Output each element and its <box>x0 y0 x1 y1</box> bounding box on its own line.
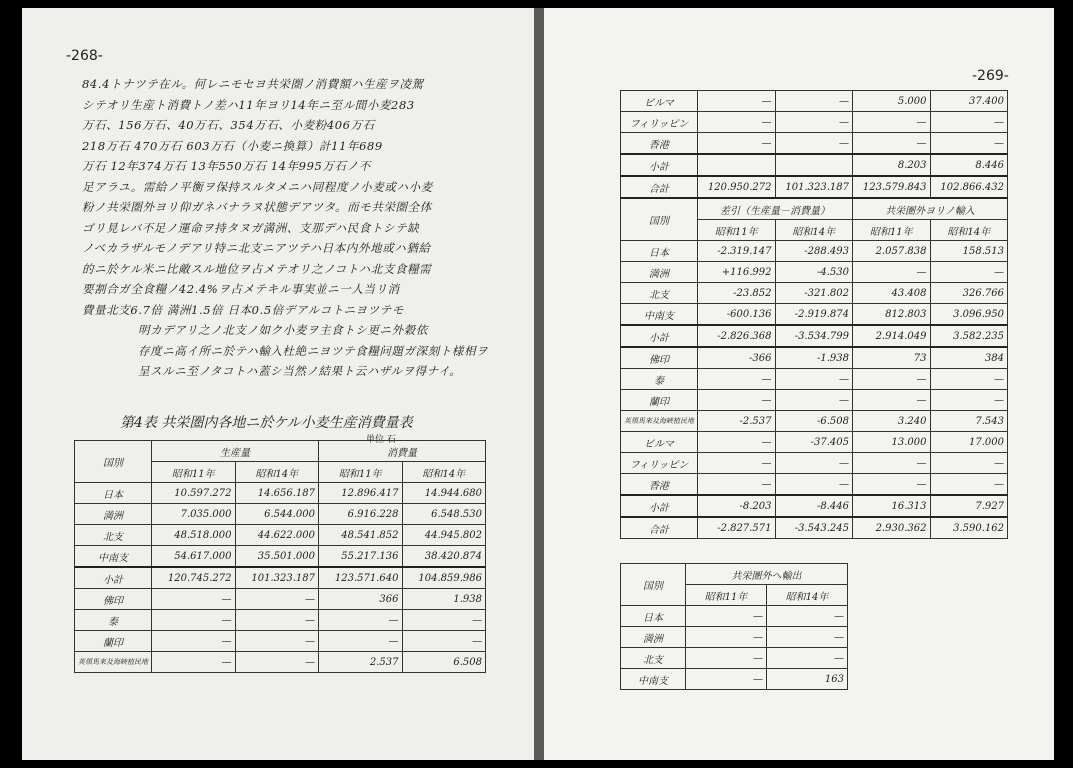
text-line: シテオリ生産ト消費トノ差ハ11年ヨリ14年ニ至ル間小麦283 <box>82 97 415 112</box>
value-cell: 2.914.049 <box>853 325 931 347</box>
table-row <box>621 283 1008 304</box>
region-cell: 中南支 <box>75 546 152 568</box>
year-header: 昭和14年 <box>930 220 1008 241</box>
value-cell: — <box>698 453 776 474</box>
table-row <box>621 432 1008 453</box>
text-line: 費量北支6.7倍 満洲1.5倍 日本0.5倍デアルコトニヨツテモ <box>82 302 404 317</box>
value-cell: — <box>698 369 776 390</box>
value-cell: 2.057.838 <box>853 241 931 262</box>
value-cell: 48.541.852 <box>319 525 403 546</box>
left-page <box>22 8 534 760</box>
year-header: 昭和11年 <box>319 462 403 483</box>
value-cell: 7.543 <box>930 411 1008 432</box>
table-row <box>75 525 486 546</box>
region-cell: 香港 <box>621 474 698 496</box>
value-cell: 14.656.187 <box>235 483 319 504</box>
value-cell: 8.446 <box>930 154 1008 176</box>
value-cell: 54.617.000 <box>152 546 236 568</box>
value-cell: — <box>767 627 848 648</box>
table-row <box>75 483 486 504</box>
value-cell: -8.446 <box>775 495 853 517</box>
table-row <box>621 91 1008 112</box>
value-cell: — <box>698 133 776 155</box>
region-cell: 満洲 <box>75 504 152 525</box>
value-cell: — <box>930 112 1008 133</box>
value-cell: +116.992 <box>698 262 776 283</box>
value-cell: 120.950.272 <box>698 176 776 198</box>
text-line: 呈スルニ至ノタコトハ蓋シ当然ノ結果ト云ハザルヲ得ナイ。 <box>138 364 462 378</box>
value-cell: 3.590.162 <box>930 517 1008 539</box>
value-cell: 102.866.432 <box>930 176 1008 198</box>
value-cell: 812.803 <box>853 304 931 326</box>
header-consumption: 消費量 <box>319 441 486 462</box>
value-cell: — <box>698 474 776 496</box>
value-cell: -6.508 <box>775 411 853 432</box>
region-cell: 英領馬來及海峡植民地 <box>75 652 152 673</box>
header-region: 国別 <box>75 441 152 483</box>
trade-table <box>620 90 1008 539</box>
value-cell: 123.571.640 <box>319 567 403 589</box>
value-cell: — <box>402 610 486 631</box>
value-cell: 120.745.272 <box>152 567 236 589</box>
region-cell: 北支 <box>75 525 152 546</box>
value-cell: 48.518.000 <box>152 525 236 546</box>
value-cell: 163 <box>767 669 848 690</box>
value-cell: — <box>686 669 767 690</box>
value-cell: 1.938 <box>402 589 486 610</box>
value-cell: 55.217.136 <box>319 546 403 568</box>
value-cell: — <box>235 610 319 631</box>
table-row <box>621 474 1008 496</box>
table-row <box>75 652 486 673</box>
text-line: 84.4トナツテ在ル。何レニモセヨ共栄圏ノ消費額ハ生産ヲ凌駕 <box>82 77 424 91</box>
region-cell: 香港 <box>621 133 698 155</box>
table-row <box>621 154 1008 176</box>
value-cell: — <box>775 453 853 474</box>
table-row <box>621 453 1008 474</box>
value-cell: — <box>319 610 403 631</box>
table-row <box>621 648 848 669</box>
value-cell: — <box>152 610 236 631</box>
text-line: 足アラユ。需給ノ平衡ヲ保持スルタメニハ同程度ノ小麦或ハ小麦 <box>82 179 433 194</box>
value-cell: -2.537 <box>698 411 776 432</box>
region-cell: 小計 <box>75 567 152 589</box>
region-cell: フィリッピン <box>621 112 698 133</box>
value-cell: -2.827.571 <box>698 517 776 539</box>
region-cell: 英領馬來及海峡植民地 <box>621 411 698 432</box>
value-cell: 2.930.362 <box>853 517 931 539</box>
table-row <box>621 369 1008 390</box>
value-cell: — <box>698 91 776 112</box>
table-row <box>621 627 848 648</box>
value-cell: 6.548.530 <box>402 504 486 525</box>
region-cell: 小計 <box>621 154 698 176</box>
table-row <box>621 390 1008 411</box>
text-line: 万石 12年374万石 13年550万石 14年995万石ノ不 <box>82 159 371 173</box>
value-cell: — <box>853 112 931 133</box>
value-cell: 37.400 <box>930 91 1008 112</box>
year-header: 昭和14年 <box>235 462 319 483</box>
value-cell: — <box>930 369 1008 390</box>
table-row <box>621 112 1008 133</box>
table-row <box>75 504 486 525</box>
table-row <box>621 347 1008 369</box>
table-unit: 単位 石 <box>366 435 396 445</box>
value-cell: — <box>235 589 319 610</box>
value-cell: — <box>853 390 931 411</box>
table-row <box>621 669 848 690</box>
value-cell: 44.945.802 <box>402 525 486 546</box>
region-cell: 佛印 <box>75 589 152 610</box>
region-cell: 日本 <box>621 606 686 627</box>
value-cell: -2.319.147 <box>698 241 776 262</box>
table-row <box>621 411 1008 432</box>
region-cell: 満洲 <box>621 262 698 283</box>
table-row <box>75 610 486 631</box>
table-row <box>621 241 1008 262</box>
region-cell: 北支 <box>621 648 686 669</box>
table-row <box>75 589 486 610</box>
value-cell <box>775 154 853 176</box>
value-cell: 10.597.272 <box>152 483 236 504</box>
value-cell: — <box>767 648 848 669</box>
table-row <box>621 495 1008 517</box>
value-cell: — <box>853 369 931 390</box>
value-cell: 12.896.417 <box>319 483 403 504</box>
value-cell: — <box>698 390 776 411</box>
region-cell: 合計 <box>621 176 698 198</box>
value-cell: — <box>402 631 486 652</box>
text-line: 的ニ於ケル米ニ比敵スル地位ヲ占メテオリ之ノコトハ北支食糧需 <box>82 261 432 276</box>
value-cell: — <box>930 262 1008 283</box>
region-cell: 日本 <box>75 483 152 504</box>
value-cell: — <box>930 453 1008 474</box>
value-cell: — <box>698 112 776 133</box>
value-cell: 366 <box>319 589 403 610</box>
value-cell: -3.534.799 <box>775 325 853 347</box>
value-cell: — <box>686 627 767 648</box>
region-cell: 日本 <box>621 241 698 262</box>
value-cell: — <box>686 606 767 627</box>
table-caption: 第4表 共栄圏内各地ニ於ケル小麦生産消費量表 <box>120 415 413 431</box>
value-cell: — <box>930 390 1008 411</box>
table-row <box>621 262 1008 283</box>
year-header: 昭和11年 <box>152 462 236 483</box>
region-cell: 北支 <box>621 283 698 304</box>
value-cell: — <box>152 589 236 610</box>
value-cell: — <box>853 262 931 283</box>
text-line: 明カデアリ之ノ北支ノ如ク小麦ヲ主食トシ更ニ外穀依 <box>138 323 428 337</box>
value-cell: — <box>853 453 931 474</box>
right-page <box>544 8 1054 760</box>
value-cell: 13.000 <box>853 432 931 453</box>
region-cell: 小計 <box>621 495 698 517</box>
page-number: -269- <box>972 68 1009 84</box>
region-cell: 蘭印 <box>75 631 152 652</box>
region-cell: 泰 <box>621 369 698 390</box>
table-row <box>621 304 1008 326</box>
export-table <box>620 563 848 690</box>
region-cell: 小計 <box>621 325 698 347</box>
region-cell: 満洲 <box>621 627 686 648</box>
table-row <box>621 133 1008 155</box>
value-cell: — <box>767 606 848 627</box>
value-cell: — <box>686 648 767 669</box>
region-cell: ビルマ <box>621 432 698 453</box>
value-cell: 6.508 <box>402 652 486 673</box>
value-cell: -2.826.368 <box>698 325 776 347</box>
region-cell: 合計 <box>621 517 698 539</box>
region-cell: 泰 <box>75 610 152 631</box>
value-cell: 2.537 <box>319 652 403 673</box>
value-cell: 101.323.187 <box>775 176 853 198</box>
region-cell: 中南支 <box>621 304 698 326</box>
value-cell: — <box>930 133 1008 155</box>
value-cell: -1.938 <box>775 347 853 369</box>
value-cell: 6.544.000 <box>235 504 319 525</box>
header-diff: 差引（生産量－消費量） <box>698 198 853 220</box>
value-cell: -321.802 <box>775 283 853 304</box>
value-cell: — <box>775 112 853 133</box>
value-cell: 44.622.000 <box>235 525 319 546</box>
value-cell: 3.240 <box>853 411 931 432</box>
value-cell: 38.420.874 <box>402 546 486 568</box>
region-cell: 蘭印 <box>621 390 698 411</box>
value-cell: 14.944.680 <box>402 483 486 504</box>
year-header: 昭和14年 <box>402 462 486 483</box>
value-cell: 17.000 <box>930 432 1008 453</box>
header-production: 生産量 <box>152 441 319 462</box>
value-cell: -3.543.245 <box>775 517 853 539</box>
value-cell: 43.408 <box>853 283 931 304</box>
region-cell: 中南支 <box>621 669 686 690</box>
year-header: 昭和11年 <box>698 220 776 241</box>
subtotal-row <box>75 567 486 589</box>
value-cell <box>698 154 776 176</box>
value-cell: 6.916.228 <box>319 504 403 525</box>
region-cell: ビルマ <box>621 91 698 112</box>
value-cell: — <box>235 631 319 652</box>
table-row <box>621 606 848 627</box>
header-import: 共栄圏外ヨリノ輸入 <box>853 198 1008 220</box>
year-header: 昭和11年 <box>853 220 931 241</box>
value-cell: — <box>698 432 776 453</box>
value-cell: 7.035.000 <box>152 504 236 525</box>
text-line: 粉ノ共栄圏外ヨリ仰ガネバナラヌ状態デアツタ。而モ共栄圏全体 <box>82 200 432 214</box>
value-cell: -288.493 <box>775 241 853 262</box>
table-row <box>75 546 486 568</box>
value-cell: 123.579.843 <box>853 176 931 198</box>
value-cell: — <box>775 133 853 155</box>
value-cell: 8.203 <box>853 154 931 176</box>
value-cell: 73 <box>853 347 931 369</box>
text-line: ノベカラザルモノデアリ特ニ北支ニアツテハ日本内外地或ハ猶給 <box>82 241 431 255</box>
table-row <box>621 325 1008 347</box>
value-cell: 5.000 <box>853 91 931 112</box>
value-cell: — <box>235 652 319 673</box>
year-header: 昭和14年 <box>767 585 848 606</box>
value-cell: -2.919.874 <box>775 304 853 326</box>
value-cell: 158.513 <box>930 241 1008 262</box>
value-cell: 101.323.187 <box>235 567 319 589</box>
value-cell: 3.582.235 <box>930 325 1008 347</box>
value-cell: 326.766 <box>930 283 1008 304</box>
value-cell: -366 <box>698 347 776 369</box>
book-gutter <box>534 8 544 760</box>
value-cell: 16.313 <box>853 495 931 517</box>
value-cell: — <box>853 474 931 496</box>
value-cell: — <box>775 390 853 411</box>
table-row <box>621 517 1008 539</box>
header-region: 国別 <box>621 564 686 606</box>
value-cell: — <box>152 652 236 673</box>
value-cell: -4.530 <box>775 262 853 283</box>
wheat-table <box>74 440 486 673</box>
page-number: -268- <box>66 48 103 64</box>
region-cell: フィリッピン <box>621 453 698 474</box>
value-cell: -600.136 <box>698 304 776 326</box>
value-cell: — <box>775 474 853 496</box>
value-cell: — <box>152 631 236 652</box>
value-cell: — <box>775 91 853 112</box>
header-region: 国別 <box>621 198 698 241</box>
value-cell: — <box>853 133 931 155</box>
text-line: 存度ニ高イ所ニ於テハ輸入杜絶ニヨツテ食糧问題ガ深刻ト様相ヲ <box>138 343 489 358</box>
text-line: 要割合ガ全食糧ノ42.4%ヲ占メテキル事実並ニ一人当リ消 <box>82 282 400 296</box>
value-cell: -23.852 <box>698 283 776 304</box>
value-cell: — <box>930 474 1008 496</box>
region-cell: 佛印 <box>621 347 698 369</box>
value-cell: -37.405 <box>775 432 853 453</box>
value-cell: 104.859.986 <box>402 567 486 589</box>
table-row <box>75 631 486 652</box>
text-line: 万石、156万石、40万石、354万石、小麦粉406万石 <box>82 118 375 132</box>
value-cell: 7.927 <box>930 495 1008 517</box>
value-cell: — <box>775 369 853 390</box>
header-export: 共栄圏外ヘ輸出 <box>686 564 848 585</box>
value-cell: 35.501.000 <box>235 546 319 568</box>
year-header: 昭和14年 <box>775 220 853 241</box>
body-paragraph <box>82 74 502 382</box>
value-cell: -8.203 <box>698 495 776 517</box>
value-cell: — <box>319 631 403 652</box>
year-header: 昭和11年 <box>686 585 767 606</box>
text-line: ゴリ見レバ不足ノ運命ヲ持タヌガ満洲、支那デハ民食トシテ缺 <box>82 220 420 235</box>
value-cell: 384 <box>930 347 1008 369</box>
text-line: 218万石 470万石 603万石（小麦ニ換算）計11年689 <box>82 138 383 153</box>
table-row <box>621 176 1008 198</box>
value-cell: 3.096.950 <box>930 304 1008 326</box>
